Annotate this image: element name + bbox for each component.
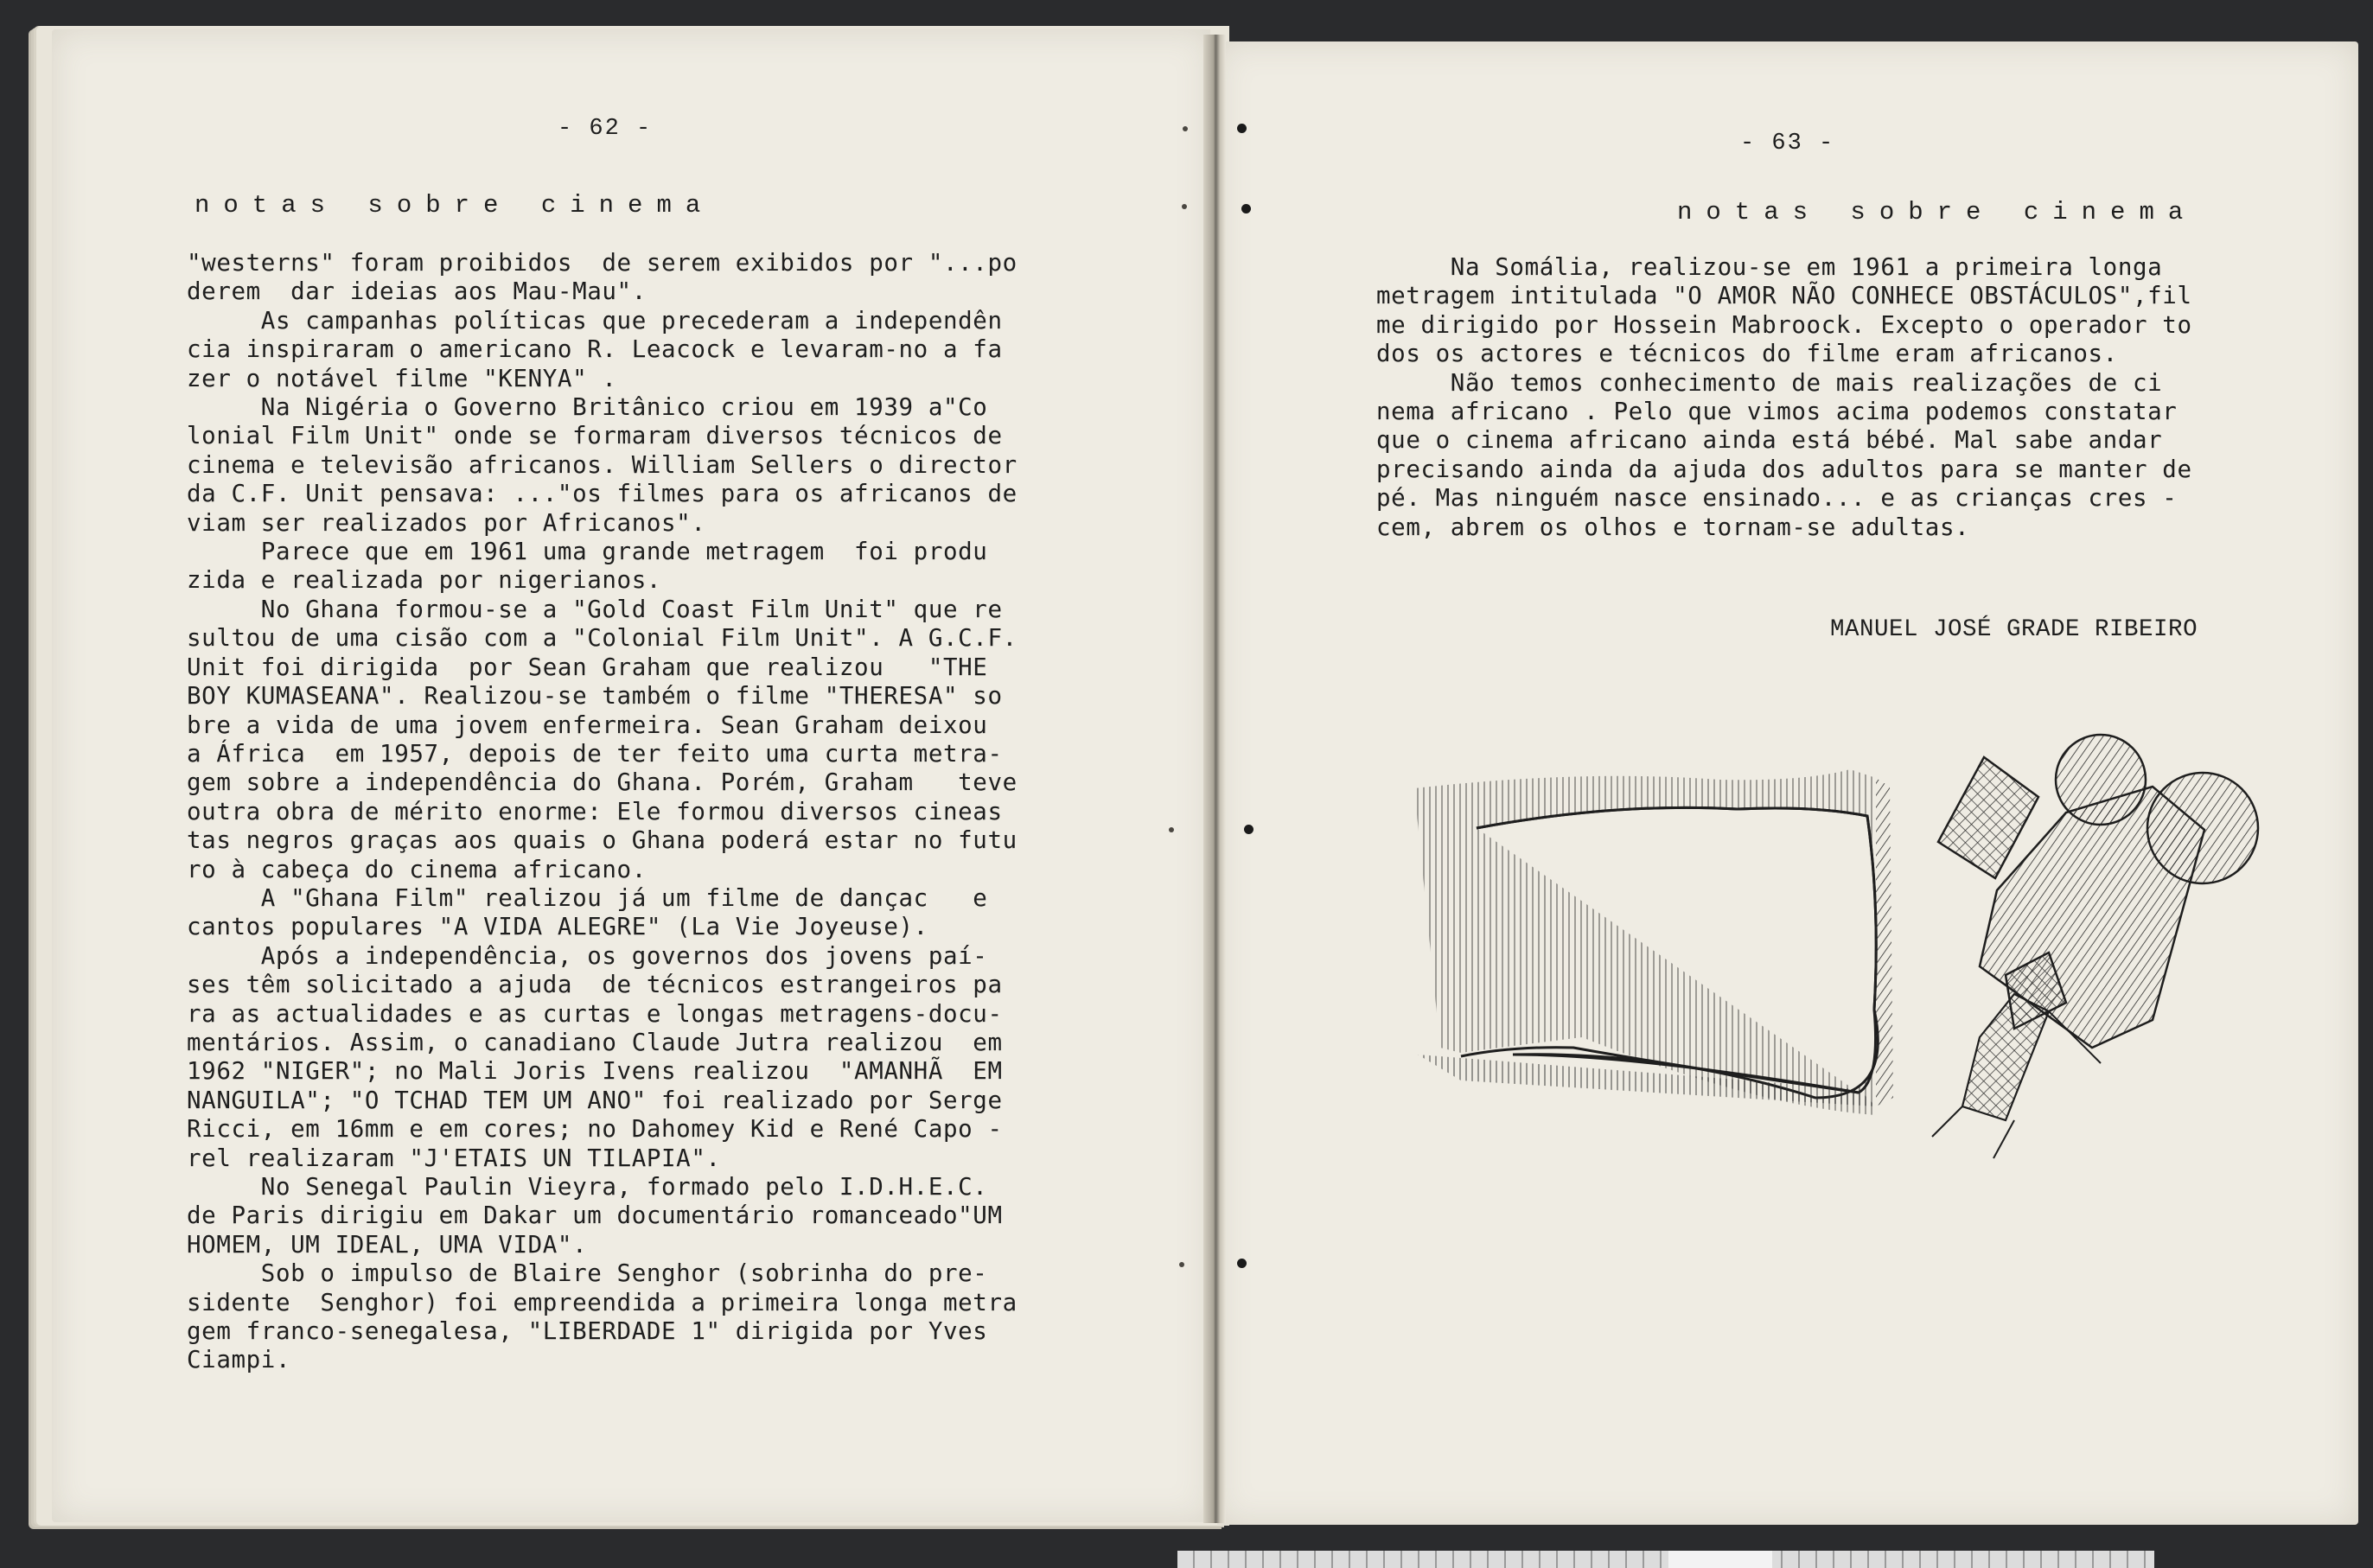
text-line: Não temos conhecimento de mais realizações de ci <box>1376 368 2163 397</box>
camera-sketch <box>1932 735 2258 1158</box>
text-line: No Senegal Paulin Vieyra, formado pelo I.D.H.E.C. <box>187 1173 988 1201</box>
text-line: da C.F. Unit pensava: ..."os filmes para os africanos de <box>187 480 1017 508</box>
text-line: bre a vida de uma jovem enfermeira. Sean Graham deixou <box>187 711 988 739</box>
binding-hole <box>1169 827 1174 832</box>
left-body-text <box>187 249 1017 1375</box>
text-line: ro à cabeça do cinema africano. <box>187 855 647 883</box>
text-line: Sob o impulso de Blaire Senghor (sobrinha do pre- <box>187 1259 988 1288</box>
text-line: No Ghana formou-se a "Gold Coast Film Unit" que re <box>187 595 1003 623</box>
text-line: Ciampi. <box>187 1346 291 1374</box>
page-number: - 63 - <box>1740 131 1835 156</box>
color-scale-ruler-patch <box>1668 1551 1772 1568</box>
book-gutter <box>1203 35 1226 1523</box>
text-line: zer o notável filme "KENYA" . <box>187 364 617 392</box>
text-line: outra obra de mérito enorme: Ele formou diversos cineas <box>187 797 1003 825</box>
text-line: tas negros graças aos quais o Ghana poderá estar no futu <box>187 826 1017 855</box>
text-line: a África em 1957, depois de ter feito uma curta metra- <box>187 739 1003 768</box>
text-line: Unit foi dirigida por Sean Graham que realizou "THE <box>187 653 988 681</box>
running-head: notas sobre cinema <box>1677 198 2198 226</box>
author-signature: MANUEL JOSÉ GRADE RIBEIRO <box>1830 616 2198 643</box>
binding-hole <box>1183 126 1188 131</box>
text-line: viam ser realizados por Africanos". <box>187 508 706 537</box>
text-line: de Paris dirigiu em Dakar um documentário romanceado"UM <box>187 1201 1003 1230</box>
text-line: Ricci, em 16mm e em cores; no Dahomey Kid e René Capo - <box>187 1115 1003 1144</box>
text-line: que o cinema africano ainda está bébé. Mal sabe andar <box>1376 426 2163 455</box>
text-line: A "Ghana Film" realizou já um filme de dançac e <box>187 883 988 912</box>
text-line: 1962 "NIGER"; no Mali Joris Ivens realizou "AMANHÃ EM <box>187 1057 1003 1086</box>
text-line: BOY KUMASEANA". Realizou-se também o filme "THERESA" so <box>187 682 1003 711</box>
movie-camera-illustration <box>1409 726 2265 1167</box>
text-line: dos os actores e técnicos do filme eram africanos. <box>1376 340 2118 368</box>
text-line: mentários. Assim, o canadiano Claude Jutra realizou em <box>187 1028 1003 1056</box>
text-line: sidente Senghor) foi empreendida a primeira longa metra <box>187 1288 1017 1316</box>
text-line: lonial Film Unit" onde se formaram diversos técnicos de <box>187 422 1003 450</box>
text-line: nema africano . Pelo que vimos acima podemos constatar <box>1376 398 2178 426</box>
text-line: ses têm solicitado a ajuda de técnicos estrangeiros pa <box>187 971 1003 999</box>
running-head: notas sobre cinema <box>195 191 715 220</box>
text-line: Na Nigéria o Governo Britânico criou em 1939 a"Co <box>187 393 988 422</box>
text-line: cinema e televisão africanos. William Sellers o director <box>187 450 1017 479</box>
text-line: Na Somália, realizou-se em 1961 a primeira longa <box>1376 253 2163 281</box>
text-line: zida e realizada por nigerianos. <box>187 566 662 595</box>
binding-hole <box>1244 825 1253 834</box>
text-line: cantos populares "A VIDA ALEGRE" (La Vie Joyeuse). <box>187 913 928 941</box>
text-line: Após a independência, os governos dos jovens paí- <box>187 941 988 970</box>
binding-hole <box>1237 124 1247 133</box>
text-line: "westerns" foram proibidos de serem exibidos por "...po <box>187 249 1017 277</box>
right-body-text <box>1376 253 2192 542</box>
text-line: sultou de uma cisão com a "Colonial Film Unit". A G.C.F. <box>187 624 1017 653</box>
text-line: me dirigido por Hossein Mabroock. Excepto o operador to <box>1376 310 2192 339</box>
text-line: metragem intitulada "O AMOR NÃO CONHECE OBSTÁCULOS",fil <box>1376 282 2192 310</box>
text-line: As campanhas políticas que precederam a independên <box>187 306 1003 335</box>
film-screen-sketch <box>1414 769 1893 1115</box>
text-line: Parece que em 1961 uma grande metragem foi produ <box>187 538 988 566</box>
text-line: cia inspiraram o americano R. Leacock e levaram-no a fa <box>187 335 1003 364</box>
binding-hole <box>1179 1262 1184 1267</box>
text-line: HOMEM, UM IDEAL, UMA VIDA". <box>187 1230 588 1259</box>
binding-hole <box>1241 204 1251 214</box>
text-line: ra as actualidades e as curtas e longas metragens-docu- <box>187 999 1003 1028</box>
text-line: pé. Mas ninguém nasce ensinado... e as crianças cres - <box>1376 484 2178 513</box>
text-line: derem dar ideias aos Mau-Mau". <box>187 277 647 306</box>
text-line: cem, abrem os olhos e tornam-se adultas. <box>1376 513 1970 541</box>
text-line: rel realizaram "J'ETAIS UN TILAPIA". <box>187 1144 721 1172</box>
text-line: precisando ainda da ajuda dos adultos para se manter de <box>1376 455 2192 483</box>
binding-hole <box>1182 204 1187 209</box>
text-line: gem franco-senegalesa, "LIBERDADE 1" dirigida por Yves <box>187 1317 988 1346</box>
page-number: - 62 - <box>558 116 653 142</box>
binding-hole <box>1237 1259 1247 1268</box>
color-scale-ruler <box>1177 1551 2154 1568</box>
text-line: gem sobre a independência do Ghana. Porém, Graham teve <box>187 768 1017 797</box>
text-line: NANGUILA"; "O TCHAD TEM UM ANO" foi realizado por Serge <box>187 1086 1003 1114</box>
